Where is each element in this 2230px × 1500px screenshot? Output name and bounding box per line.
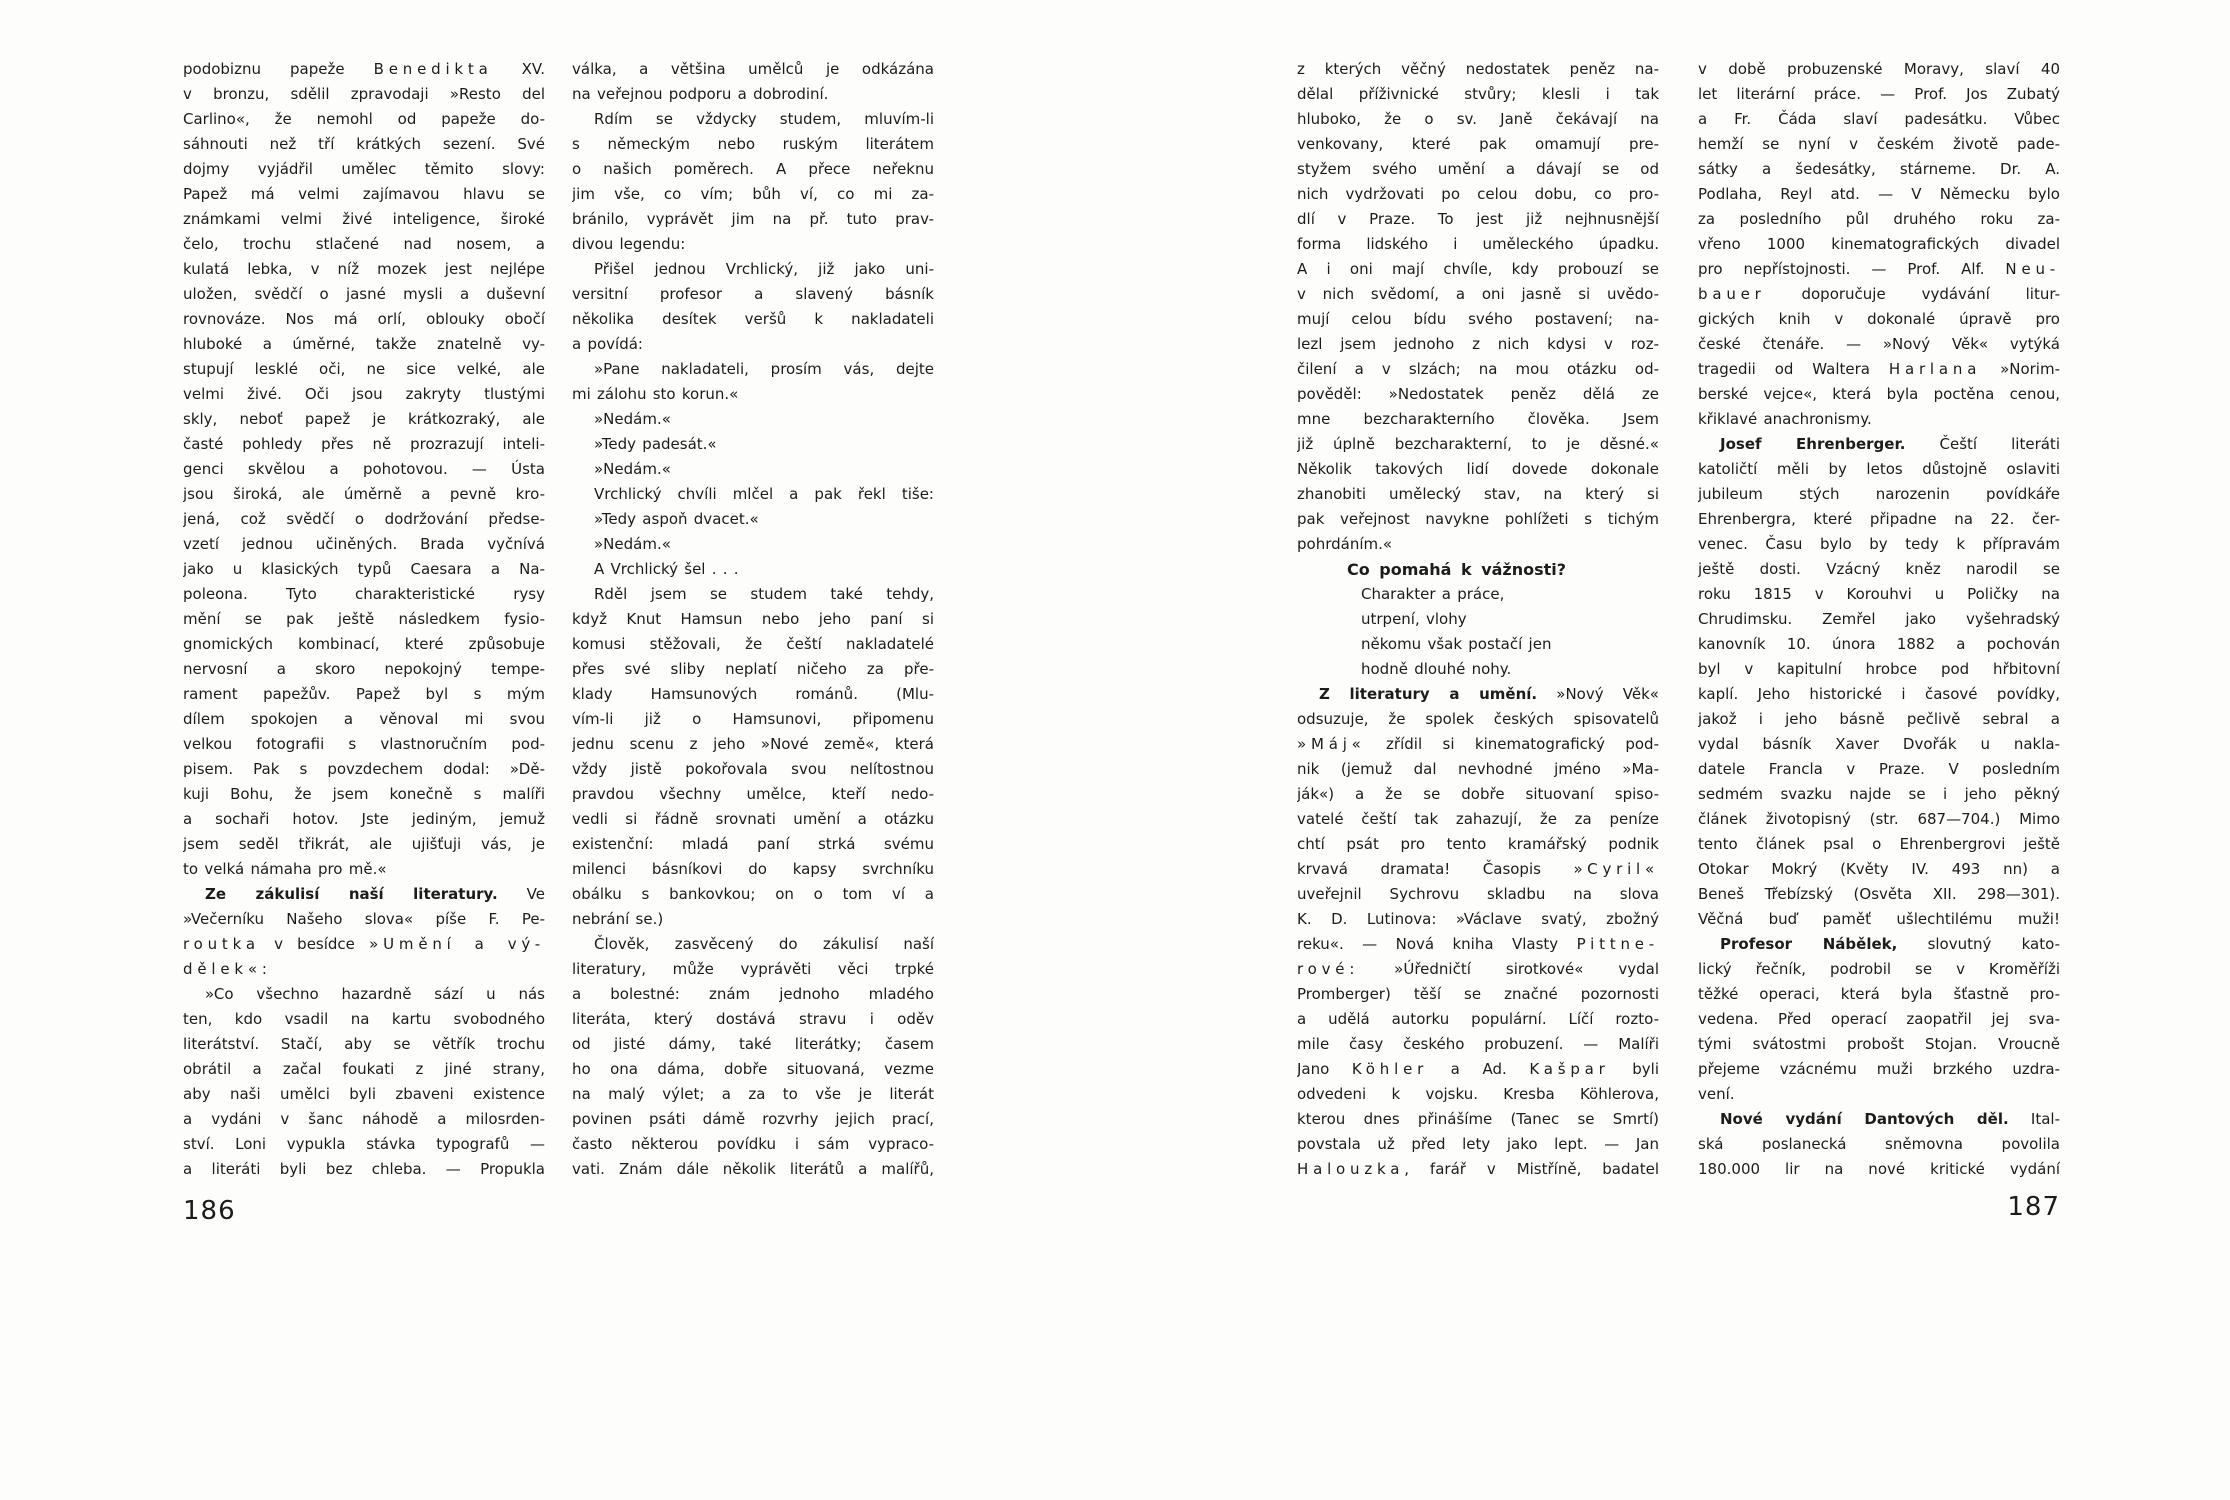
text-line: Člověk, zasvěcený do zákulisí naší — [594, 935, 934, 953]
text-line: poleona. Tyto charakteristické rysy — [183, 585, 545, 603]
text-line: routka v besídce »Umění a vý- — [183, 935, 545, 953]
text-line: styžem svého umění a dávají se od — [1297, 160, 1659, 178]
text-line: genci skvělou a pohotovou. — Ústa — [183, 460, 545, 478]
text-line: a udělá autorku populární. Líčí rozto- — [1297, 1010, 1659, 1028]
text-line: české čtenáře. — »Nový Věk« vytýká — [1698, 335, 2060, 353]
text-line: vydal básník Xaver Dvořák u nakla- — [1698, 735, 2060, 753]
text-line: a literáti byli bez chleba. — Propukla — [183, 1160, 545, 1178]
text-line: přejeme vzácnému muži brzkého uzdra- — [1698, 1060, 2060, 1078]
text-line: rové: »Úředničtí sirotkové« vydal — [1297, 960, 1659, 978]
text-line: vení. — [1698, 1085, 1735, 1103]
text-line: vatelé čeští tak zahazují, že za peníze — [1297, 810, 1659, 828]
text-line: venkovany, které pak omamují pre- — [1297, 135, 1659, 153]
text-line: Ehrenbergra, které připadne na 22. čer- — [1698, 510, 2060, 528]
text-line: tento článek psal o Ehrenbergrovi ještě — [1698, 835, 2060, 853]
text-line: komusi stěžovali, že čeští nakladatelé — [572, 635, 934, 653]
text-line: Přišel jednou Vrchlický, již jako uni- — [594, 260, 934, 278]
text-line: sátky a šedesátky, stárneme. Dr. A. — [1698, 160, 2060, 178]
article-heading: Nové vydání Dantových děl. — [1720, 1110, 2009, 1128]
text-line: jednu scenu z jeho »Nové země«, která — [572, 735, 934, 753]
text-line: nik (jemuž dal nevhodné jméno »Ma- — [1297, 760, 1659, 778]
text-line: dílem spokojen a věnoval mi svou — [183, 710, 545, 728]
text-line: časté pohledy přes ně prozrazují inteli- — [183, 435, 545, 453]
text-line: Promberger) těší se značné pozornosti — [1297, 985, 1659, 1003]
text-line: stupují lesklé oči, ne sice velké, ale — [183, 360, 545, 378]
text-line: mile časy českého probuzení. — Malíři — [1297, 1035, 1659, 1053]
text-line: ská poslanecká sněmovna povolila — [1698, 1135, 2060, 1153]
text-line: to velká námaha pro mě.« — [183, 860, 387, 878]
text-line: »Máj« zřídil si kinematografický pod- — [1297, 735, 1659, 753]
text-line: Carlino«, že nemohl od papeže do- — [183, 110, 545, 128]
letterspaced-name: dělek« — [183, 960, 262, 978]
text-line: vzetí jednou učiněných. Brada vyčnívá — [183, 535, 545, 553]
text-line: odvedeni k vojsku. Kresba Köhlerova, — [1297, 1085, 1659, 1103]
text-line: utrpení, vlohy — [1361, 610, 1467, 628]
text-line: v nich svědomí, a oni jasně si uvědo- — [1297, 285, 1659, 303]
text-line: rament papežův. Papež byl s mým — [183, 685, 545, 703]
text-line: Charakter a práce, — [1361, 585, 1505, 603]
text-line: válka, a většina umělců je odkázána — [572, 60, 934, 78]
text-line: »Pane nakladateli, prosím vás, dejte — [594, 360, 934, 378]
text-line: na veřejnou podporu a dobrodiní. — [572, 85, 829, 103]
text-line: katoličtí měli by letos důstojně oslaviti — [1698, 460, 2060, 478]
text-line: Halouzka, farář v Mistříně, badatel — [1297, 1160, 1659, 1178]
text-line: vati. Znám dále několik literátů a malířů, — [572, 1160, 934, 1178]
text-line: Věčná buď paměť ušlechtilému muži! — [1698, 910, 2060, 928]
text-line: když Knut Hamsun nebo jeho paní si — [572, 610, 934, 628]
text-line: a bolestné: znám jednoho mladého — [572, 985, 934, 1003]
text-line: vedena. Před operací zaopatřil jej sva- — [1698, 1010, 2060, 1028]
text-line: křiklavé anachronismy. — [1698, 410, 1872, 428]
text-line: krvavá dramata! Časopis »Cyril« — [1297, 860, 1659, 878]
text-line: berské vejce«, která byla poctěna cenou, — [1698, 385, 2060, 403]
text-line: A Vrchlický šel . . . — [594, 560, 739, 578]
text-line: literáta, který dostává stravu i oděv — [572, 1010, 934, 1028]
text-line: Rděl jsem se studem také tehdy, — [594, 585, 934, 603]
text-line: v bronzu, sdělil zpravodaji »Resto del — [183, 85, 545, 103]
text-line: někomu však postačí jen — [1361, 635, 1552, 653]
letterspaced-name: rové: — [1297, 960, 1360, 978]
text-line: Beneš Třebízský (Osvěta XII. 298—301). — [1698, 885, 2060, 903]
text-line: povstala už před lety jako lept. — Jan — [1297, 1135, 1659, 1153]
text-line: hluboké a úměrné, takže znatelně vy- — [183, 335, 545, 353]
text-line: kterou dnes přinášíme (Tanec se Smrtí) — [1297, 1110, 1659, 1128]
text-line: od jisté dámy, také literátky; časem — [572, 1035, 934, 1053]
text-line: »Nedám.« — [594, 535, 671, 553]
text-line: pak veřejnost navykne pohlížeti s tichým — [1297, 510, 1659, 528]
article-heading: Josef Ehrenberger. — [1720, 435, 1906, 453]
letterspaced-name: Benedikta — [373, 60, 493, 78]
text-line: Profesor Nábělek, slovutný kato- — [1720, 935, 2060, 953]
text-line: dlí v Praze. To jest již nejhnusnější — [1297, 210, 1659, 228]
text-line: mění se pak ještě následkem fysio- — [183, 610, 545, 628]
text-column-left — [1297, 57, 1659, 1182]
text-line: mují celou bídu svého postavení; na- — [1297, 310, 1659, 328]
text-line: Rdím se vždycky studem, mluvím-li — [594, 110, 934, 128]
text-line: ják«) a že se dobře situovaní spiso- — [1297, 785, 1659, 803]
text-line: zhanobiti umělecký stav, na který si — [1297, 485, 1659, 503]
text-column-right — [1698, 57, 2060, 1182]
text-line: tragedii od Waltera Harlana »Norim- — [1698, 360, 2060, 378]
article-heading: Ze zákulisí naší literatury. — [205, 885, 498, 903]
text-line: »Večerníku Našeho slova« píše F. Pe- — [183, 910, 545, 928]
text-line: a povídá: — [572, 335, 643, 353]
text-line: jubileum stých narozenin povídkáře — [1698, 485, 2060, 503]
text-line: velmi živé. Oči jsou zakryty tlustými — [183, 385, 545, 403]
text-line: Nové vydání Dantových děl. Ital- — [1720, 1110, 2060, 1128]
text-line: několika desítek veršů k nakladateli — [572, 310, 934, 328]
text-line: na malý výlet; a za to vše je literát — [572, 1085, 934, 1103]
letterspaced-name: Harlana — [1888, 360, 1982, 378]
text-line: »Co všechno hazardně sází u nás — [205, 985, 545, 1003]
text-line: K. D. Lutinova: »Václave svatý, zbožný — [1297, 910, 1659, 928]
text-line: ství. Loni vypukla stávka typografů — — [183, 1135, 545, 1153]
text-line: lezl jsem jednoho z nich kdysi v roz- — [1297, 335, 1659, 353]
text-line: pohrdáním.« — [1297, 535, 1393, 553]
text-line: vím-li již o Hamsunovi, připomenu — [572, 710, 934, 728]
text-line: bránilo, vyprávět jim na př. tuto prav- — [572, 210, 934, 228]
text-line: ještě dosti. Vzácný kněz narodil se — [1698, 560, 2060, 578]
text-line: roku 1815 v Korouhvi u Poličky na — [1698, 585, 2060, 603]
text-line: o našich poměrech. A přece neřeknu — [572, 160, 934, 178]
text-line: venec. Času bylo by tedy k přípravám — [1698, 535, 2060, 553]
text-line: dojmy vyjádřil umělec těmito slovy: — [183, 160, 545, 178]
text-line: dělal příživnické stvůry; klesli i tak — [1297, 85, 1659, 103]
text-line: Jano Köhler a Ad. Kašpar byli — [1297, 1060, 1659, 1078]
text-line: literatury, může vyprávěti věci trpké — [572, 960, 934, 978]
text-line: ten, kdo vsadil na kartu svobodného — [183, 1010, 545, 1028]
text-line: Několik takových lidí dovede dokonale — [1297, 460, 1659, 478]
text-line: vždy jistě pokořovala svou nelítostnou — [572, 760, 934, 778]
text-line: gických knih v dokonalé úpravě pro — [1698, 310, 2060, 328]
text-line: kulatá lebka, v níž mozek jest nejlépe — [183, 260, 545, 278]
letterspaced-name: Köhler — [1351, 1060, 1429, 1078]
text-line: aby naši umělci byli zbaveni existence — [183, 1085, 545, 1103]
text-line: versitní profesor a slavený básník — [572, 285, 934, 303]
text-line: obálku s bankovkou; on o tom ví a — [572, 885, 934, 903]
text-line: kanovník 10. února 1882 a pochován — [1698, 635, 2060, 653]
text-line: kuji Bohu, že jsem konečně s malíři — [183, 785, 545, 803]
text-line: pro nepřístojnosti. — Prof. Alf. Neu- — [1698, 260, 2060, 278]
text-line: obrátil a začal foukati z jiné strany, — [183, 1060, 545, 1078]
text-line: literátství. Stačí, aby se větřík trochu — [183, 1035, 545, 1053]
letterspaced-name: bauer — [1698, 285, 1766, 303]
text-line: »Nedám.« — [594, 410, 671, 428]
text-line: reku«. — Nová kniha Vlasty Pittne- — [1297, 935, 1659, 953]
text-line: pověděl: »Nedostatek peněz dělá ze — [1297, 385, 1659, 403]
text-line: A i oni mají chvíle, kdy probouzí se — [1297, 260, 1659, 278]
letterspaced-name: Neu- — [2005, 260, 2060, 278]
text-line: jsou široká, ale úměrně a pevně kro- — [183, 485, 545, 503]
text-line: s německým nebo ruským literátem — [572, 135, 934, 153]
text-line: nebrání se.) — [572, 910, 664, 928]
text-line: za posledního půl druhého roku za- — [1698, 210, 2060, 228]
text-line: »Nedám.« — [594, 460, 671, 478]
text-line: článek životopisný (str. 687—704.) Mimo — [1698, 810, 2060, 828]
letterspaced-name: »Cyril« — [1573, 860, 1659, 878]
text-line: tými svátostmi probošt Stojan. Vroucně — [1698, 1035, 2060, 1053]
text-line: jim vše, co vím; bůh ví, co mi za- — [572, 185, 934, 203]
text-line: sáhnouti než tří krátkých sezení. Své — [183, 135, 545, 153]
text-line: často některou povídku i sám vypraco- — [572, 1135, 934, 1153]
text-line: sedmém svazku najde se i jeho pěkný — [1698, 785, 2060, 803]
text-line: hemží se nyní v českém životě pade- — [1698, 135, 2060, 153]
text-line: uveřejnil Sychrovu skladbu na slova — [1297, 885, 1659, 903]
letterspaced-name: routka — [183, 935, 260, 953]
text-line: byl v kapitulní hrobce pod hřbitovní — [1698, 660, 2060, 678]
text-line: existenční: mladá paní strká svému — [572, 835, 934, 853]
text-line: dělek«: — [183, 960, 267, 978]
article-heading: Profesor Nábělek, — [1720, 935, 1898, 953]
text-line: v době probuzenské Moravy, slaví 40 — [1698, 60, 2060, 78]
text-line: forma lidského i uměleckého úpadku. — [1297, 235, 1659, 253]
page-number: 186 — [183, 1196, 236, 1226]
letterspaced-name: »Umění a vý- — [369, 935, 545, 953]
text-line: skly, neboť papež je krátkozraký, ale — [183, 410, 545, 428]
letterspaced-name: »Máj« — [1297, 735, 1366, 753]
text-line: těžké operaci, která byla šťastně pro- — [1698, 985, 2060, 1003]
page-number: 187 — [2007, 1192, 2060, 1222]
text-line: již úplně bezcharakterní, to je děsné.« — [1297, 435, 1659, 453]
text-line: čelo, trochu stlačené nad nosem, a — [183, 235, 545, 253]
text-line: Otokar Mokrý (Květy IV. 493 nn) a — [1698, 860, 2060, 878]
text-line: ho ona dáma, dobře situovaná, vezme — [572, 1060, 934, 1078]
text-line: a Fr. Čáda slaví padesátku. Vůbec — [1698, 110, 2060, 128]
text-line: odsuzuje, že spolek českých spisovatelů — [1297, 710, 1659, 728]
text-line: uložen, svědčí o jasné mysli a duševní — [183, 285, 545, 303]
text-line: divou legendu: — [572, 235, 686, 253]
text-line: nich vydržovati po celou dobu, co pro- — [1297, 185, 1659, 203]
text-line: a sochaři hotov. Jste jediným, jemuž — [183, 810, 545, 828]
article-heading: Z literatury a umění. — [1319, 685, 1538, 703]
text-line: a vydáni v šanc náhodě a milosrden- — [183, 1110, 545, 1128]
text-line: Z literatury a umění. »Nový Věk« — [1319, 685, 1659, 703]
text-line: nervosní a skoro nepokojný tempe- — [183, 660, 545, 678]
text-line: známkami velmi živé inteligence, široké — [183, 210, 545, 228]
text-line: bauer doporučuje vydávání litur- — [1698, 285, 2060, 303]
text-line: »Tedy padesát.« — [594, 435, 717, 453]
text-line: mne bezcharakterního člověka. Jsem — [1297, 410, 1659, 428]
text-line: »Tedy aspoň dvacet.« — [594, 510, 759, 528]
text-line: vřeno 1000 kinematografických divadel — [1698, 235, 2060, 253]
letterspaced-name: Kašpar — [1529, 1060, 1610, 1078]
text-line: Ze zákulisí naší literatury. Ve — [205, 885, 545, 903]
text-line: velkou fotografii s vlastnoručním pod- — [183, 735, 545, 753]
text-line: Podlaha, Reyl atd. — V Německu bylo — [1698, 185, 2060, 203]
text-line: gnomických kombinací, které způsobuje — [183, 635, 545, 653]
text-line: hodně dlouhé nohy. — [1361, 660, 1512, 678]
text-line: přes své sliby neplatí ničeho za pře- — [572, 660, 934, 678]
text-line: Josef Ehrenberger. Čeští literáti — [1720, 435, 2060, 453]
text-line: let literární práce. — Prof. Jos Zubatý — [1698, 85, 2060, 103]
text-line: Chrudimsku. Zemřel jako vyšehradský — [1698, 610, 2060, 628]
text-line: jsem seděl třikrát, ale ujišťuji vás, je — [183, 835, 545, 853]
letterspaced-name: Pittne- — [1576, 935, 1659, 953]
text-line: pravdou všechny umělce, kteří nedo- — [572, 785, 934, 803]
text-line: kaplí. Jeho historické i časové povídky, — [1698, 685, 2060, 703]
text-line: 180.000 lir na nové kritické vydání — [1698, 1160, 2060, 1178]
text-line: z kterých věčný nedostatek peněz na- — [1297, 60, 1659, 78]
section-heading-line: Co pomahá k vážnosti? — [1347, 560, 1567, 579]
letterspaced-name: Halouzka — [1297, 1160, 1405, 1178]
text-line: Vrchlický chvíli mlčel a pak řekl tiše: — [594, 485, 934, 503]
text-line: povinen psáti dámě rozvrhy jejich prací, — [572, 1110, 934, 1128]
text-line: jako u klasických typů Caesara a Na- — [183, 560, 545, 578]
text-line: klady Hamsunových románů. (Mlu- — [572, 685, 934, 703]
text-line: podobiznu papeže Benedikta XV. — [183, 60, 545, 78]
text-line: Papež má velmi zajímavou hlavu se — [183, 185, 545, 203]
text-line: jakož i jeho básně pečlivě sebral a — [1698, 710, 2060, 728]
text-line: lický řečník, podrobil se v Kroměříži — [1698, 960, 2060, 978]
text-line: datele Francla v Praze. V posledním — [1698, 760, 2060, 778]
text-line: rovnováze. Nos má orlí, oblouky obočí — [183, 310, 545, 328]
text-line: hluboko, že o sv. Janě čekávají na — [1297, 110, 1659, 128]
text-line: jená, což svědčí o dodržování předse- — [183, 510, 545, 528]
text-line: vedli si řádně srovnati umění a otázku — [572, 810, 934, 828]
text-line: chtí psát pro tento kramářský podnik — [1297, 835, 1659, 853]
text-line: čilení a v slzách; na mou otázku od- — [1297, 360, 1659, 378]
text-line: pisem. Pak s povzdechem dodal: »Dě- — [183, 760, 545, 778]
text-line: milenci básníkovi do kapsy svrchníku — [572, 860, 934, 878]
text-line: mi zálohu sto korun.« — [572, 385, 739, 403]
